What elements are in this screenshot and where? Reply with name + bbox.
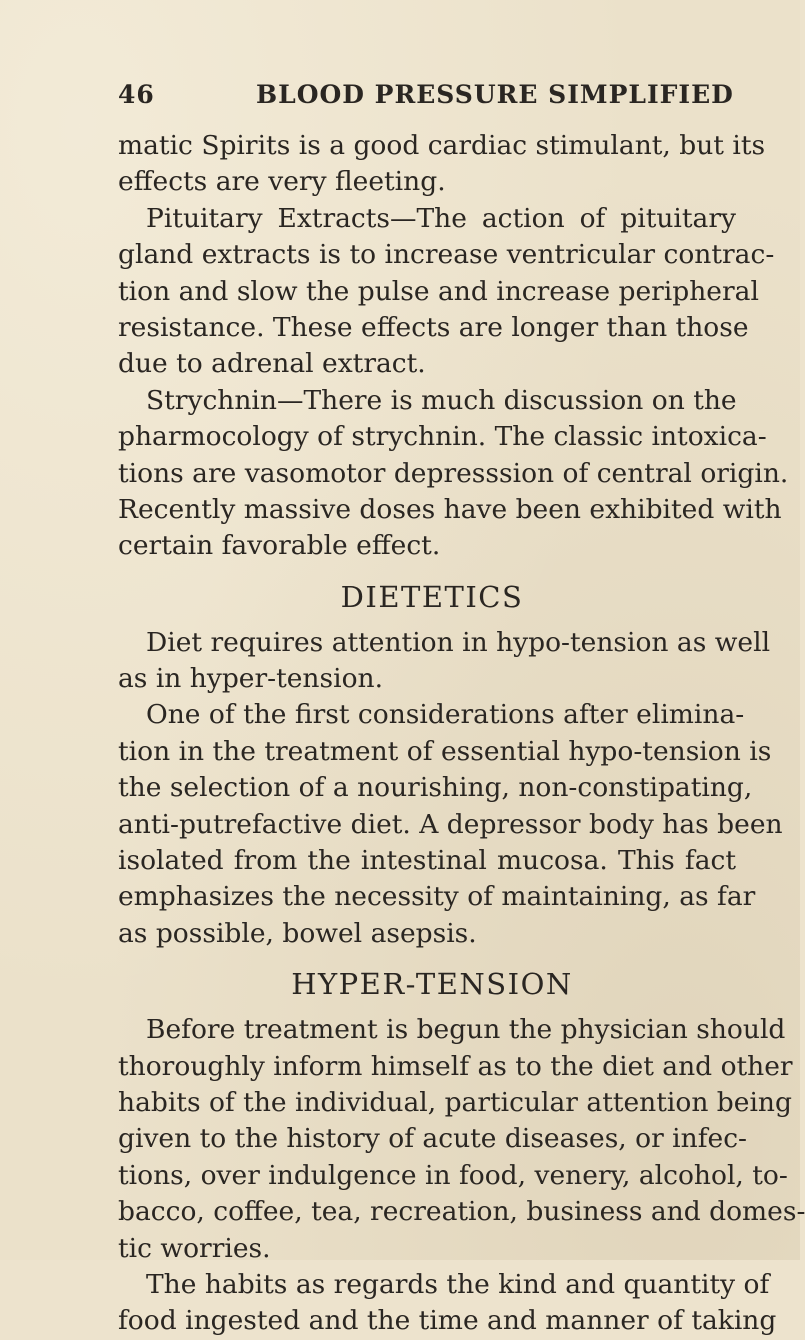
page-header [118, 80, 738, 120]
text-line: Before treatment is begun the physician should [146, 1014, 786, 1046]
text-line: tion in the treatment of essential hypo-tension is [118, 735, 772, 767]
text-line: thoroughly inform himself as to the diet and other [118, 1050, 793, 1082]
text-line: effects are very fleeting. [118, 166, 446, 198]
page-body [118, 128, 805, 1340]
text-line: matic Spirits is a good cardiac stimulant, but its [118, 130, 766, 161]
text-line: tions, over indulgence in food, venery, alcohol, to- [118, 1159, 788, 1191]
text-line: isolated from the intestinal mucosa. This fact [118, 845, 736, 877]
text-line: Strychnin—There is much discussion on the [146, 384, 737, 416]
text-line: the selection of a nourishing, non-constipating, [118, 772, 753, 804]
paragraph [118, 1012, 805, 1267]
text-line: food ingested and the time and manner of taking [118, 1305, 777, 1337]
running-title: BLOOD PRESSURE SIMPLIFIED [256, 80, 734, 109]
text-line: emphasizes the necessity of maintaining, as far [118, 881, 756, 913]
section-heading-hyper-tension: HYPER-TENSION [291, 967, 573, 1002]
text-line: Diet requires attention in hypo-tension as well [146, 626, 771, 658]
text-line: tions are vasomotor depresssion of central origin. [118, 457, 789, 489]
paragraph [118, 1267, 777, 1340]
text-line: as possible, bowel asepsis. [118, 917, 477, 949]
text-line: Recently massive doses have been exhibited with [118, 493, 782, 525]
section-heading-dietetics: DIETETICS [340, 579, 524, 614]
text-line: pharmocology of strychnin. The classic intoxica- [118, 421, 767, 453]
text-line: gland extracts is to increase ventricular contrac- [118, 239, 775, 271]
paragraph-strychnin [118, 383, 789, 565]
text-line: One of the first considerations after elimina- [146, 699, 745, 731]
paragraph [118, 128, 766, 201]
page-number: 46 [118, 80, 155, 109]
text-line: due to adrenal extract. [118, 348, 426, 380]
text-line: certain favorable effect. [118, 530, 441, 562]
text-line: bacco, coffee, tea, recreation, business and domes- [118, 1196, 805, 1228]
paragraph [118, 625, 771, 698]
text-line: The habits as regards the kind and quantity of [146, 1268, 770, 1300]
text-line: habits of the individual, particular attention being [118, 1086, 792, 1118]
text-line: tion and slow the pulse and increase peripheral [118, 275, 759, 307]
text-line: tic worries. [118, 1232, 271, 1264]
text-line: anti-putrefactive diet. A depressor body has been [118, 808, 783, 840]
paragraph-pituitary-extracts [118, 201, 775, 383]
text-line: given to the history of acute diseases, or infec- [118, 1123, 748, 1155]
text-line: resistance. These effects are longer than those [118, 311, 749, 343]
paragraph [118, 697, 783, 952]
text-line: Pituitary Extracts—The action of pituitary [146, 202, 736, 234]
text-line: as in hyper-tension. [118, 663, 384, 695]
